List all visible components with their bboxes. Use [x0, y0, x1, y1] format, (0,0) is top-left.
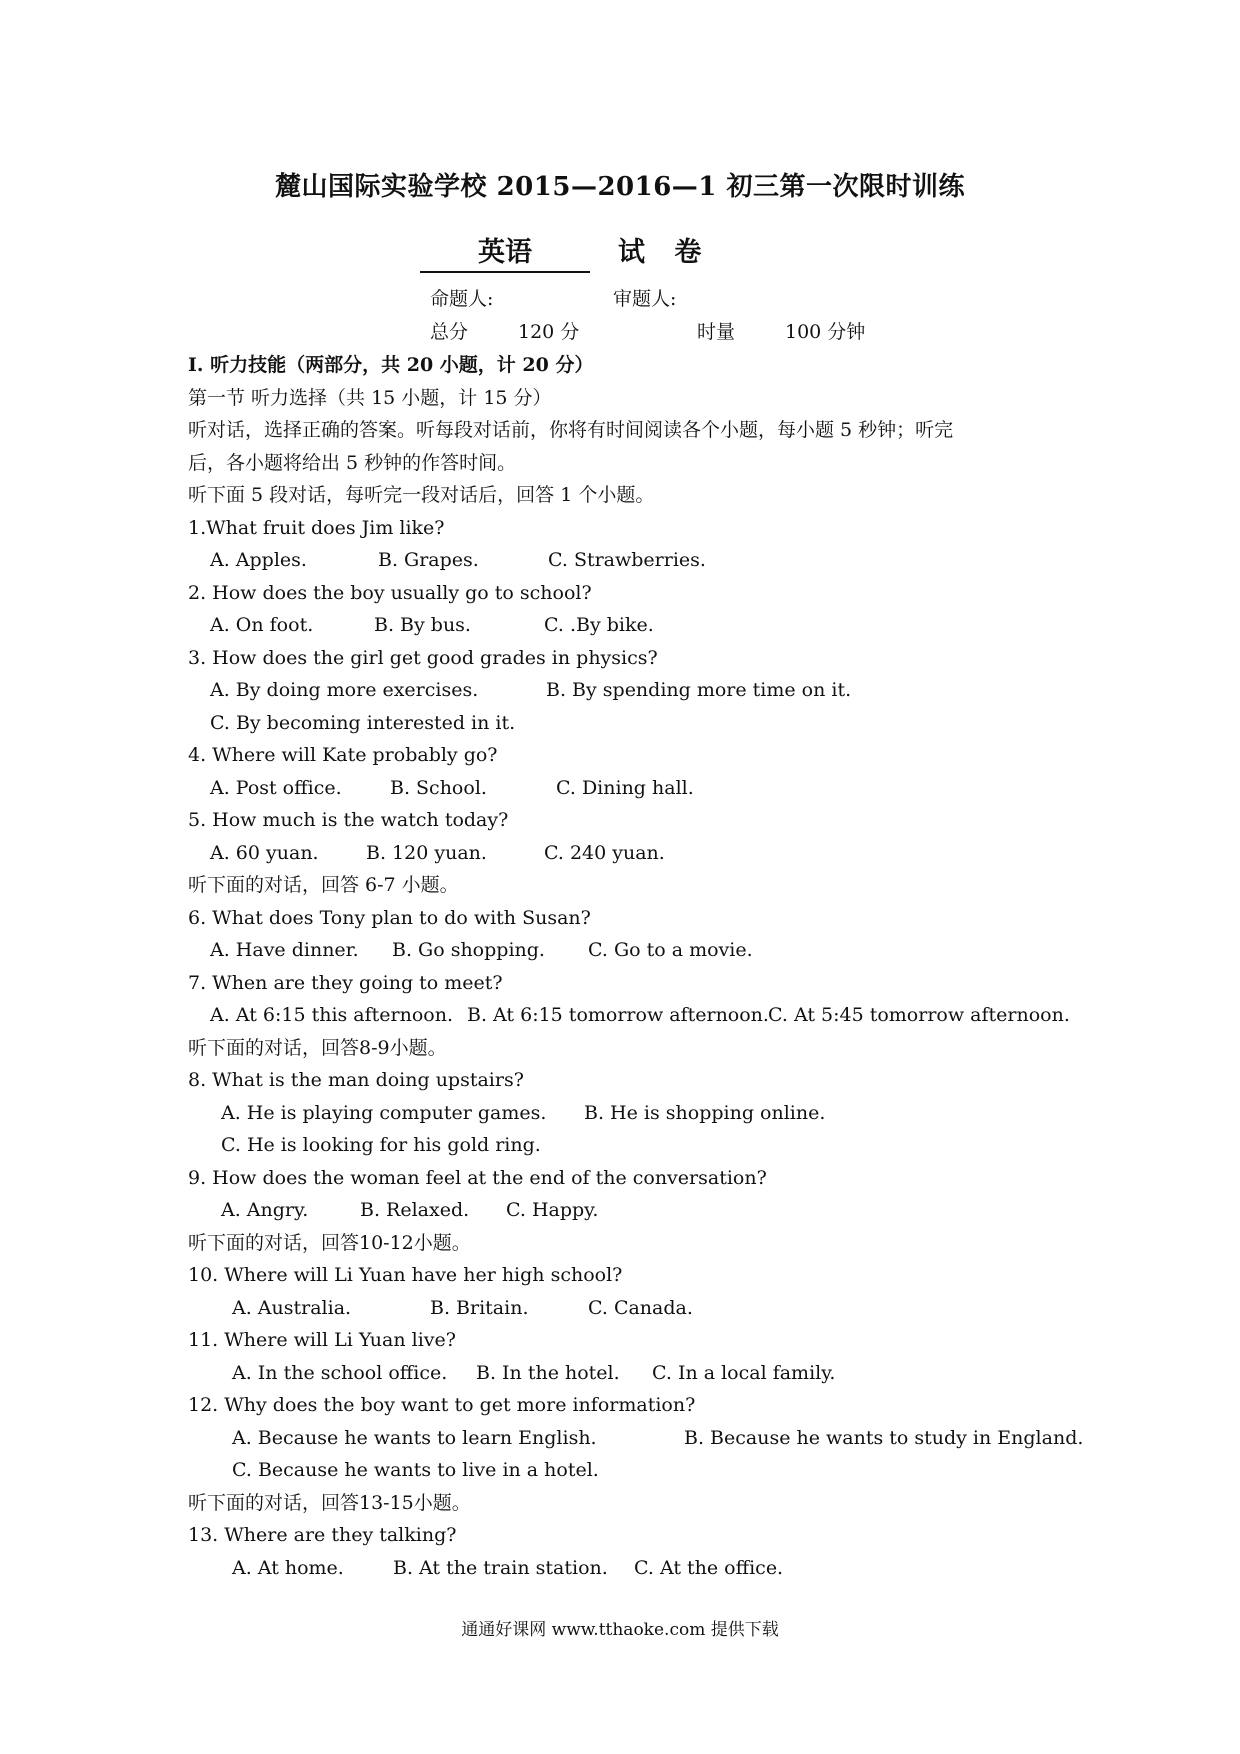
- option-a: A. By doing more exercises.: [210, 679, 479, 701]
- option-a: A. He is playing computer games.: [221, 1101, 547, 1124]
- option-b: B. By bus.: [374, 614, 471, 636]
- option-a: A. Post office.: [210, 776, 342, 799]
- option-c: C. By becoming interested in it.: [210, 711, 516, 734]
- options-row: [188, 609, 1068, 642]
- total-score-label: 总分: [430, 321, 469, 343]
- option-c: C. Happy.: [506, 1199, 599, 1221]
- option-c: C. Canada.: [588, 1296, 693, 1319]
- question: 2. How does the boy usually go to school?: [188, 581, 592, 604]
- option-c: C. Go to a movie.: [588, 939, 753, 961]
- options-row: [188, 999, 1068, 1032]
- option-b: B. Britain.: [430, 1296, 529, 1319]
- paper-label: 试 卷: [618, 237, 712, 268]
- option-a: A. On foot.: [210, 614, 314, 636]
- instruction: 听对话，选择正确的答案。听每段对话前，你将有时间阅读各个小题，每小题 5 秒钟；听完: [188, 419, 954, 441]
- instruction: 听下面的对话，回答8-9小题。: [188, 1036, 447, 1059]
- options-row: [188, 1129, 1068, 1162]
- option-b: B. Because he wants to study in England.: [684, 1426, 1084, 1449]
- subject-label: 英语: [420, 230, 590, 273]
- option-b: B. At the train station.: [393, 1556, 608, 1579]
- option-c: C. Dining hall.: [556, 776, 694, 799]
- instruction: 听下面的对话，回答10-12小题。: [188, 1231, 471, 1254]
- option-a: A. At 6:15 this afternoon.: [210, 1004, 454, 1026]
- option-c: C. At the office.: [634, 1556, 784, 1579]
- question: 10. Where will Li Yuan have her high school?: [188, 1264, 623, 1286]
- option-b: B. He is shopping online.: [584, 1101, 826, 1124]
- option-b: B. By spending more time on it.: [546, 679, 852, 701]
- question: 1.What fruit does Jim like?: [188, 516, 445, 539]
- option-c: C. In a local family.: [652, 1361, 836, 1384]
- option-c: C. .By bike.: [544, 614, 654, 636]
- setter-label: 命题人:: [430, 288, 494, 310]
- options-row: [188, 1357, 1068, 1390]
- options-row: [188, 1292, 1068, 1325]
- question: 5. How much is the watch today?: [188, 809, 509, 831]
- options-row: [188, 1097, 1068, 1130]
- exam-subtitle: [420, 230, 711, 273]
- question: 11. Where will Li Yuan live?: [188, 1329, 456, 1351]
- option-a: A. In the school office.: [232, 1361, 448, 1384]
- question: 6. What does Tony plan to do with Susan?: [188, 906, 591, 929]
- instruction: 后，各小题将给出 5 秒钟的作答时间。: [188, 451, 517, 474]
- options-row: [188, 707, 1068, 740]
- option-b: B. Go shopping.: [392, 939, 545, 961]
- question: 8. What is the man doing upstairs?: [188, 1069, 524, 1091]
- options-row: [188, 1552, 1068, 1585]
- options-row: [188, 1194, 1068, 1227]
- option-b: B. 120 yuan.: [366, 841, 487, 864]
- question: 12. Why does the boy want to get more information?: [188, 1394, 696, 1416]
- option-b: B. School.: [390, 776, 487, 799]
- reviewer-label: 审题人:: [613, 288, 677, 310]
- option-a: A. At home.: [232, 1556, 344, 1579]
- option-a: A. 60 yuan.: [210, 841, 319, 864]
- part-heading: 第一节 听力选择（共 15 小题，计 15 分）: [188, 386, 552, 409]
- instruction: 听下面的对话，回答13-15小题。: [188, 1491, 471, 1514]
- question: 3. How does the girl get good grades in physics?: [188, 646, 658, 669]
- option-a: A. Australia.: [232, 1296, 352, 1319]
- time-value: 100 分钟: [785, 321, 866, 343]
- option-c: C. 240 yuan.: [544, 841, 665, 864]
- exam-title: 麓山国际实验学校 2015—2016—1 初三第一次限时训练: [275, 172, 965, 202]
- question: 13. Where are they talking?: [188, 1524, 457, 1546]
- total-score-value: 120 分: [518, 321, 580, 343]
- option-a: A. Angry.: [221, 1199, 309, 1221]
- option-a: A. Apples.: [210, 549, 307, 571]
- option-b: B. Relaxed.: [360, 1199, 470, 1221]
- options-row: [188, 1454, 1068, 1487]
- options-row: [188, 772, 1068, 805]
- options-row: [188, 674, 1068, 707]
- footer-text: 通通好课网 www.tthaoke.com 提供下载: [461, 1620, 779, 1640]
- instruction: 听下面的对话，回答 6-7 小题。: [188, 874, 459, 896]
- option-b: B. In the hotel.: [476, 1361, 620, 1384]
- option-c: C. Strawberries.: [548, 549, 706, 571]
- listening-section: [188, 349, 1084, 1584]
- section-heading: I. 听力技能（两部分，共 20 小题，计 20 分）: [188, 354, 594, 376]
- options-row: [188, 544, 1068, 577]
- option-c: C. At 5:45 tomorrow afternoon.: [768, 1004, 1070, 1026]
- question: 7. When are they going to meet?: [188, 971, 503, 994]
- instruction: 听下面 5 段对话，每听完一段对话后，回答 1 个小题。: [188, 484, 655, 506]
- option-b: B. At 6:15 tomorrow afternoon.: [467, 1004, 769, 1026]
- option-c: C. Because he wants to live in a hotel.: [232, 1459, 599, 1481]
- question: 4. Where will Kate probably go?: [188, 744, 498, 766]
- options-row: [188, 837, 1068, 870]
- question: 9. How does the woman feel at the end of the conversation?: [188, 1166, 767, 1189]
- time-label: 时量: [697, 321, 736, 343]
- option-a: A. Because he wants to learn English.: [232, 1426, 597, 1449]
- option-b: B. Grapes.: [378, 549, 479, 571]
- option-c: C. He is looking for his gold ring.: [221, 1134, 541, 1156]
- options-row: [188, 1422, 1084, 1455]
- options-row: [188, 934, 1068, 967]
- option-a: A. Have dinner.: [210, 939, 359, 961]
